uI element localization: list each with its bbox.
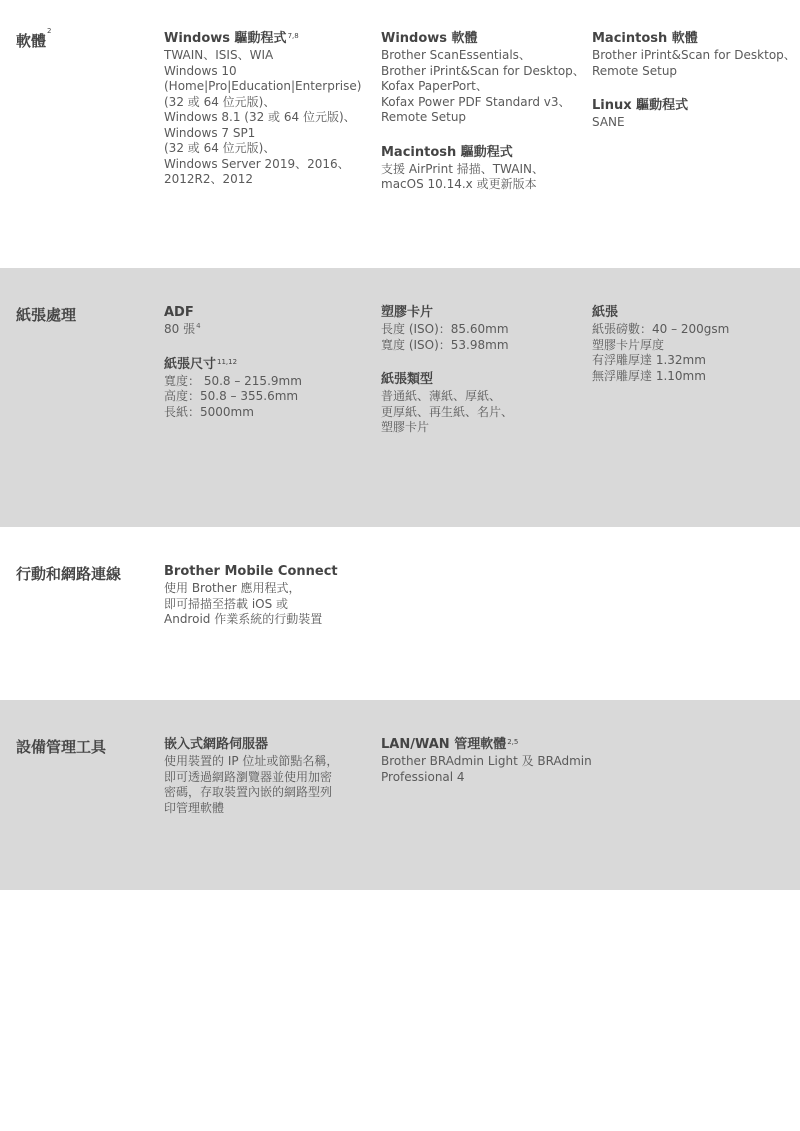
spec-line: 長度 (ISO)：85.60mm [381,322,509,336]
spec-heading: 紙張尺寸$^{11,12}$ [164,356,238,372]
section-device-management [0,700,800,890]
spec-line: 支援 AirPrint 掃描、TWAIN、 [381,161,544,176]
spec-group-paper [592,304,729,384]
spec-line: macOS 10.14.x 或更新版本 [381,177,537,191]
section-paper-handling [0,268,800,527]
spec-line: (32 或 64 位元版)、 [164,94,276,109]
spec-line: 高度：50.8 – 355.6mm [164,389,299,403]
spec-line: SANE [592,115,625,129]
section-title: 軟體$^2$ [16,27,52,50]
spec-group-macintosh-software [592,30,796,79]
section-software [0,0,800,268]
spec-line: Android 作業系統的行動裝置 [164,612,323,626]
spec-line: Professional 4 [381,769,465,784]
spec-line: 塑膠卡片 [381,420,430,434]
spec-group-lan-wan-software [381,736,592,785]
spec-heading: LAN/WAN 管理軟體$^{2,5}$ [381,737,519,752]
spec-line: Brother ScanEssentials、 [381,48,531,62]
spec-heading: ADF [164,305,194,320]
spec-group-mobile-connect [164,563,338,628]
spec-heading: Windows 驅動程式$^{7,8}$ [164,31,299,46]
spec-line: 無浮雕厚達 1.10mm [592,368,706,383]
spec-line: Remote Setup [381,110,467,124]
spec-line: 印管理軟體 [164,800,225,815]
spec-group-plastic-card [381,304,513,353]
spec-group-linux-driver [592,97,796,131]
column-1 [164,563,338,646]
spec-line: Brother iPrint&Scan for Desktop、 [381,63,585,78]
spec-heading: Linux 驅動程式 [592,98,689,113]
spec-group-embedded-web-server [164,736,338,816]
spec-line: 有浮雕厚達 1.32mm [592,353,706,367]
spec-line: 即可透過網路瀏覽器並使用加密 [164,769,333,784]
spec-line: TWAIN、ISIS、WIA [164,48,274,62]
column-3 [592,30,796,149]
spec-line: Windows 10 [164,63,237,78]
spec-line: 80 張$^4$ [164,322,201,336]
spec-line: 使用 Brother 應用程式， [164,581,301,595]
column-2 [381,304,513,454]
spec-line: 更厚紙、再生紙、名片、 [381,404,514,419]
section-title: 行動和網路連線 [16,565,122,583]
spec-group-windows-driver [164,30,361,188]
section-title: 設備管理工具 [16,738,107,756]
spec-line: 使用裝置的 IP 位址或節點名稱， [164,754,339,768]
spec-group-paper-size [164,356,302,421]
spec-line: Windows 7 SP1 [164,125,256,140]
spec-line: Kofax Power PDF Standard v3、 [381,94,571,109]
spec-line: Remote Setup [592,63,678,78]
spec-line: 密碼，存取裝置內嵌的網路型列 [164,785,333,799]
column-3 [592,304,729,402]
spec-line: (32 或 64 位元版)、 [164,141,276,155]
spec-heading: 塑膠卡片 [381,305,434,320]
spec-heading: Brother Mobile Connect [164,564,338,579]
spec-line: (Home|Pro|Education|Enterprise) [164,79,362,93]
spec-group-windows-software [381,30,585,126]
spec-line: 長紙：5000mm [164,404,254,419]
section-title: 紙張處理 [16,306,77,324]
spec-line: Windows Server 2019、2016、 [164,156,350,171]
column-1 [164,736,338,834]
spec-line: 寬度 (ISO)：53.98mm [381,337,509,352]
spec-heading: 嵌入式網路伺服器 [164,737,269,752]
spec-line: Windows 8.1 (32 或 64 位元版)、 [164,110,356,124]
column-2 [381,30,585,211]
spec-line: 塑膠卡片厚度 [592,337,665,352]
spec-heading: Macintosh 軟體 [592,31,698,46]
column-1 [164,304,302,438]
spec-line: 即可掃描至搭載 iOS 或 [164,596,289,611]
spec-group-macintosh-driver [381,144,585,193]
spec-group-paper-type [381,371,513,436]
spec-heading: 紙張類型 [381,372,434,387]
spec-group-adf [164,304,302,338]
spec-line: Brother BRAdmin Light 及 BRAdmin [381,754,592,768]
spec-line: Brother iPrint&Scan for Desktop、 [592,48,796,62]
spec-line: 寬度： 50.8 – 215.9mm [164,373,302,388]
spec-line: 紙張磅數：40 – 200gsm [592,322,730,336]
spec-heading: 紙張 [592,305,619,320]
spec-heading: Windows 軟體 [381,31,478,46]
spec-line: 2012R2、2012 [164,172,254,186]
section-mobile-network [0,527,800,700]
spec-heading: Macintosh 驅動程式 [381,144,513,160]
column-1 [164,30,361,206]
spec-line: Kofax PaperPort、 [381,79,488,93]
spec-line: 普通紙、薄紙、厚紙、 [381,389,502,403]
column-2 [381,736,592,803]
